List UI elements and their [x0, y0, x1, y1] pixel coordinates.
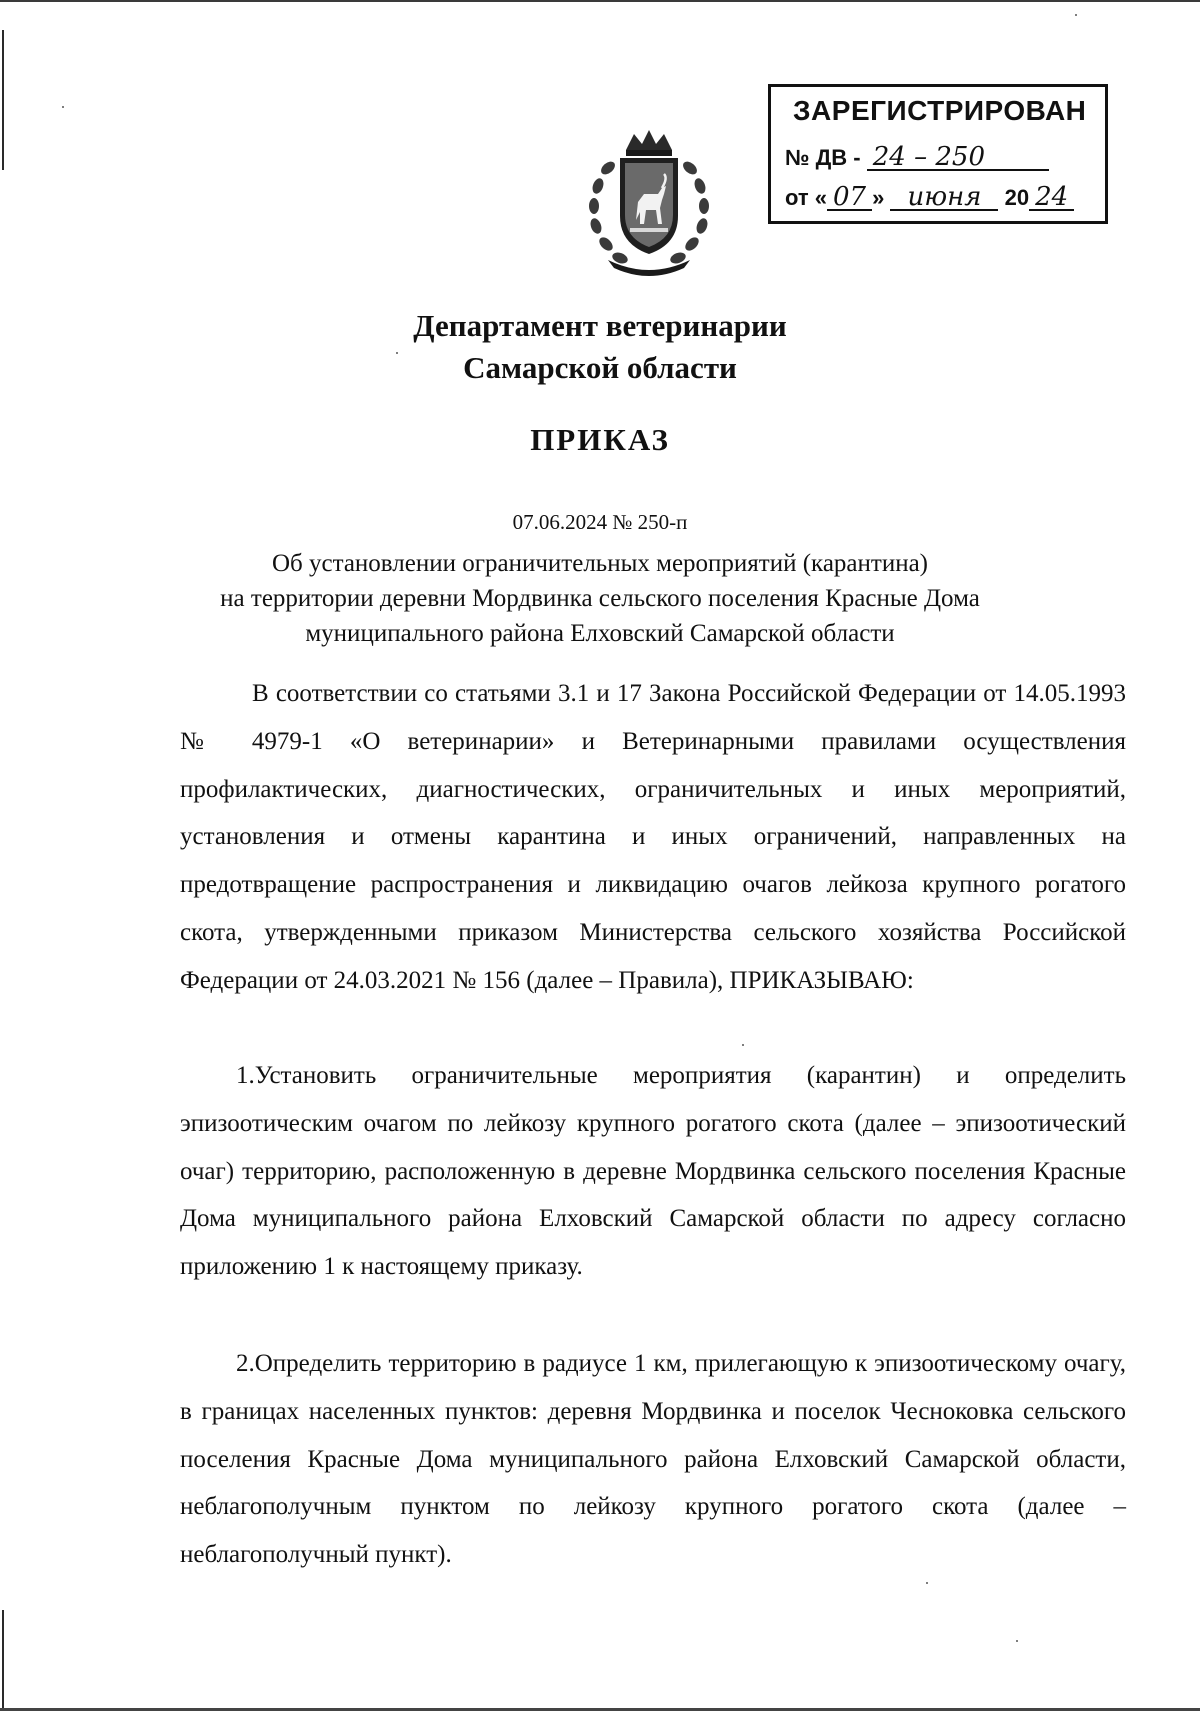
subject-line-2: на территории деревни Мордвинка сельского поселения Красные Дома [220, 585, 980, 612]
stamp-number-prefix: № ДВ - [785, 145, 861, 170]
samara-coat-of-arms-icon [578, 128, 720, 278]
stamp-month-handwritten: июня [890, 185, 998, 211]
stamp-date-sep: » [872, 185, 885, 210]
subject-line-1: Об установлении ограничительных мероприятий (карантина) [271, 550, 929, 577]
registration-stamp [768, 84, 1108, 224]
document-type: ПРИКАЗ [530, 422, 670, 457]
body-paragraph-item-1: 1.Установить ограничительные мероприятия (карантин) и определить эпизоотическим очагом по лейкозу крупного рогатого скота (далее – эпизоотический очаг) территорию, расположенную в деревне Мордвинка сельского поселения Красные Дома муниципального района Елховский Самарской области по адресу согласно приложению 1 к настоящему приказу. [180, 1062, 1126, 1281]
scan-edge [2, 30, 4, 170]
stamp-year-prefix: 20 [1004, 185, 1030, 210]
stamp-date-prefix: от « [785, 185, 828, 210]
department-line-1: Департамент ветеринарии [413, 308, 787, 343]
order-date-number: 07.06.2024 № 250-п [512, 510, 688, 534]
subject-line-3: муниципального района Елховский Самарской области [305, 620, 895, 647]
body-paragraph-preamble: В соответствии со статьями 3.1 и 17 Закона Российской Федерации от 14.05.1993 № 4979-1 «О ветеринарии» и Ветеринарными правилами осуществления профилактических, диагностических, ограничительных и иных мероприятий, установления и отмены карантина и иных ограничений, направленных на предотвращение распространения и ликвидацию очагов лейкоза крупного рогатого скота, утвержденными приказом Министерства сельского хозяйства Российской Федерации от 24.03.2021 № 156 (далее – Правила), ПРИКАЗЫВАЮ: [180, 680, 1126, 994]
scan-edge [2, 1610, 4, 1710]
stamp-title: ЗАРЕГИСТРИРОВАН [793, 95, 1087, 126]
body-paragraph-item-2: 2.Определить территорию в радиусе 1 км, прилегающую к эпизоотическому очагу, в границах населенных пунктов: деревня Мордвинка и поселок Чесноковка сельского поселения Красные Дома муниципального района Елховский Самарской области, неблагополучным пунктом по лейкозу крупного рогатого скота (далее – неблагополучный пункт). [180, 1350, 1126, 1569]
department-name [0, 305, 1200, 389]
scan-speck [926, 1582, 928, 1584]
scan-speck [62, 106, 64, 108]
scan-speck [1075, 14, 1077, 16]
scan-speck [742, 1044, 744, 1046]
stamp-number-line [785, 142, 1049, 172]
stamp-number-handwritten: 24 – 250 [867, 145, 1049, 171]
scan-edge [0, 0, 1200, 2]
scan-edge [0, 1708, 1200, 1711]
stamp-date-line [785, 182, 1074, 212]
order-subject [0, 546, 1200, 651]
stamp-day-handwritten: 07 [827, 185, 872, 211]
scan-speck [1016, 1640, 1018, 1642]
department-line-2: Самарской области [463, 350, 737, 385]
stamp-year-handwritten: 24 [1029, 185, 1074, 211]
